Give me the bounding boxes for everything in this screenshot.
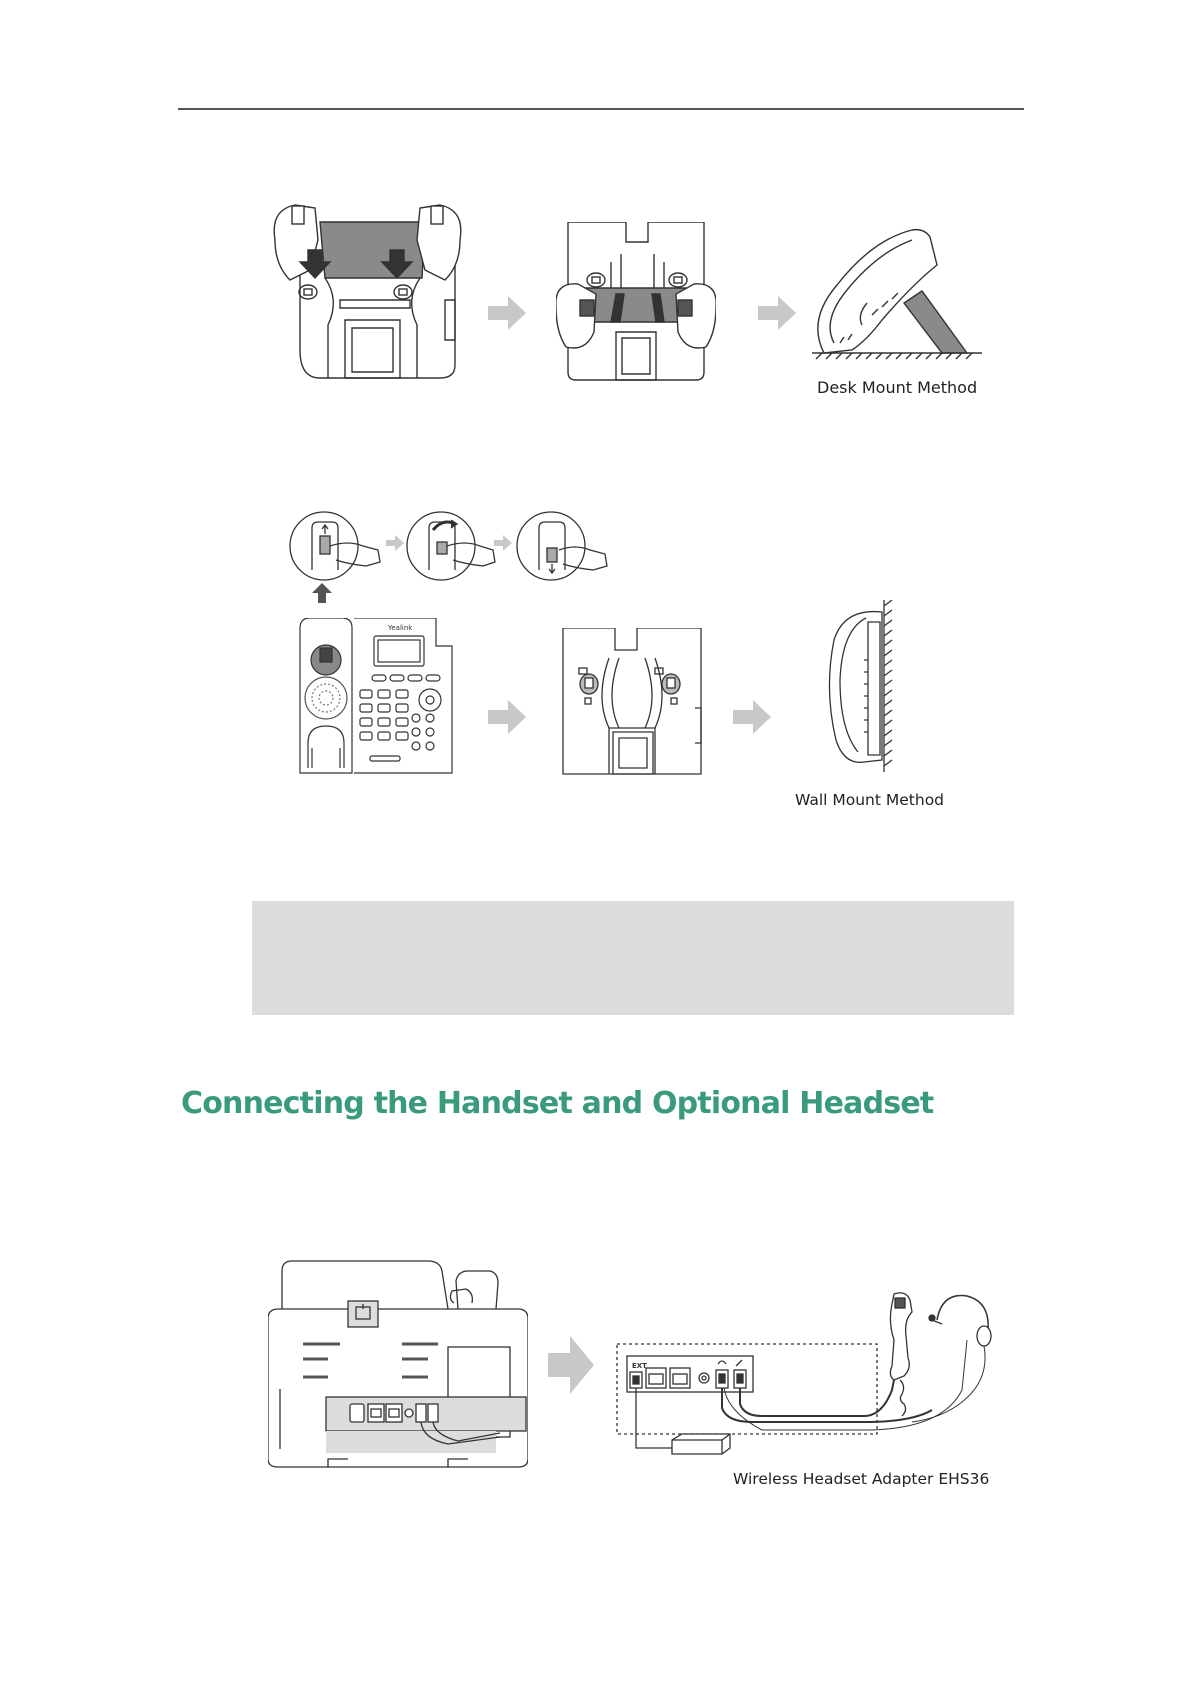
desk-mount-caption: Desk Mount Method xyxy=(817,378,978,397)
note-box xyxy=(252,901,1014,1015)
wall-mount-caption: Wall Mount Method xyxy=(795,791,945,809)
hookswitch-tab-step-3-icon xyxy=(515,510,611,582)
desk-mount-step-2-illustration xyxy=(556,222,716,382)
step-arrow-icon xyxy=(488,700,526,734)
desk-mount-step-1-illustration xyxy=(270,200,465,385)
step-arrow-icon xyxy=(548,1336,594,1394)
headset-adapter-connection-illustration xyxy=(612,1290,1002,1475)
small-arrow-icon xyxy=(494,535,512,551)
wall-mounted-phone-illustration xyxy=(824,600,904,775)
hookswitch-tab-step-1-icon xyxy=(288,510,384,582)
ip-phone-front-illustration xyxy=(298,618,458,778)
header-rule xyxy=(178,108,1024,110)
step-arrow-icon xyxy=(733,700,771,734)
phone-back-wall-mount-illustration xyxy=(557,628,707,780)
up-arrow-icon xyxy=(312,583,332,603)
step-arrow-icon xyxy=(758,296,796,330)
phone-brand-logo: Yealink xyxy=(388,624,413,632)
hookswitch-tab-step-2-icon xyxy=(405,510,497,582)
step-arrow-icon xyxy=(488,296,526,330)
desk-mount-phone-illustration xyxy=(812,225,982,370)
small-arrow-icon xyxy=(386,535,404,551)
ext-port-label: EXT xyxy=(632,1362,647,1370)
section-heading: Connecting the Handset and Optional Headset xyxy=(181,1086,934,1121)
phone-back-ports-illustration xyxy=(268,1259,528,1469)
headset-adapter-caption: Wireless Headset Adapter EHS36 xyxy=(733,1470,990,1488)
